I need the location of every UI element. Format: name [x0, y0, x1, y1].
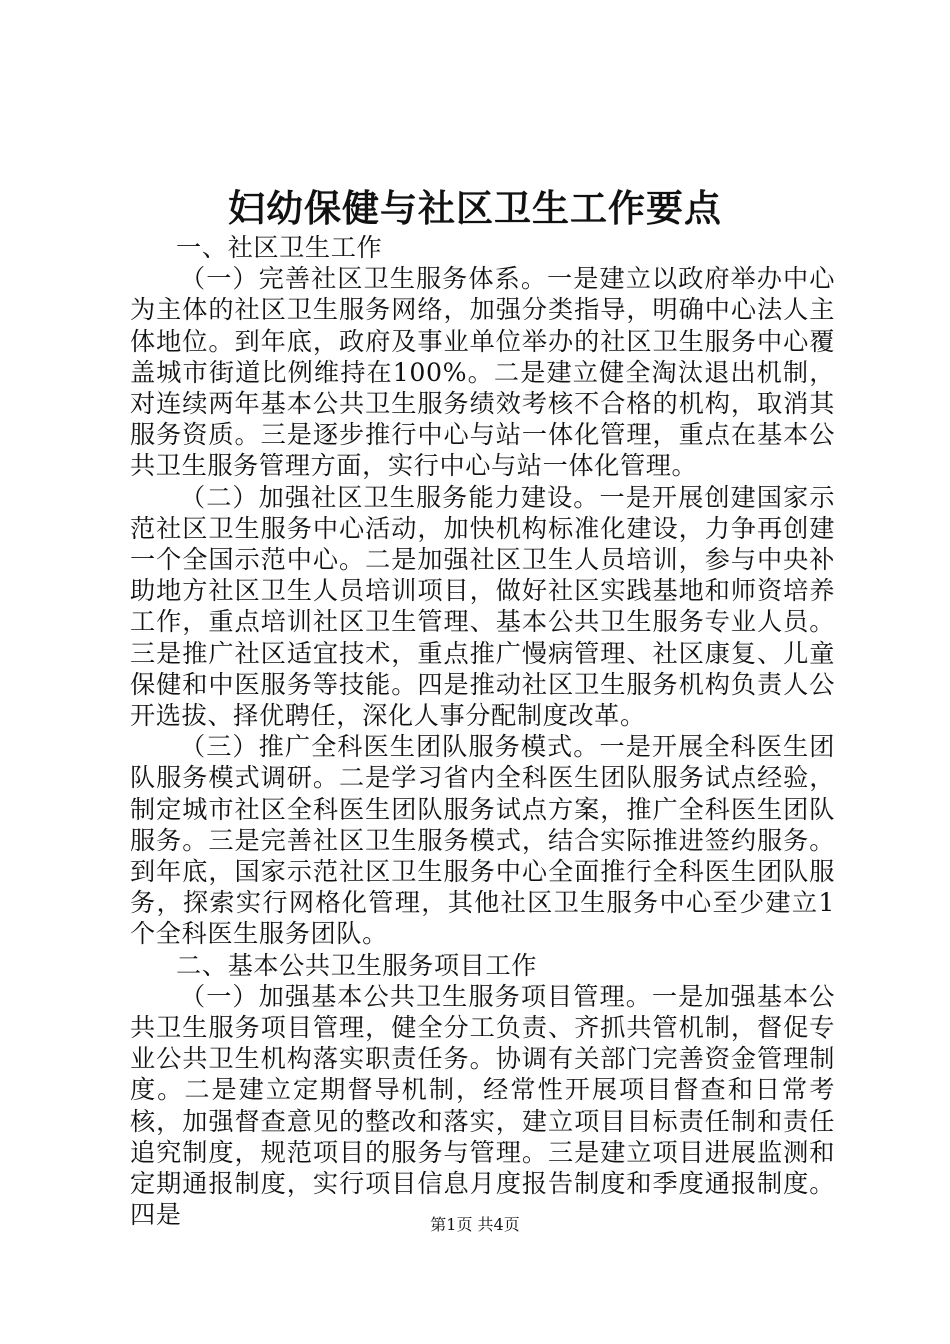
- paragraph-service-system: （一）完善社区卫生服务体系。一是建立以政府举办中心为主体的社区卫生服务网络，加强分类指导，明确中心法人主体地位。到年底，政府及事业单位举办的社区卫生服务中心覆盖城市街道比例维持在100%。二是建立健全淘汰退出机制，对连续两年基本公共卫生服务绩效考核不合格的机构，取消其服务资质。三是逐步推行中心与站一体化管理，重点在基本公共卫生服务管理方面，实行中心与站一体化管理。: [130, 264, 835, 481]
- document-title: 妇幼保健与社区卫生工作要点: [228, 186, 722, 230]
- paragraph-capacity-building: （二）加强社区卫生服务能力建设。一是开展创建国家示范社区卫生服务中心活动，加快机构标准化建设，力争再创建一个全国示范中心。二是加强社区卫生人员培训，参与中央补助地方社区卫生人员培训项目，做好社区实践基地和师资培养工作，重点培训社区卫生管理、基本公共卫生服务专业人员。三是推广社区适宜技术，重点推广慢病管理、社区康复、儿童保健和中医服务等技能。四是推动社区卫生服务机构负责人公开选拔、择优聘任，深化人事分配制度改革。: [130, 482, 835, 731]
- section-heading-community-health: 一、社区卫生工作: [176, 233, 383, 262]
- paragraph-gp-team-model: （三）推广全科医生团队服务模式。一是开展全科医生团队服务模式调研。二是学习省内全科医生团队服务试点经验，制定城市社区全科医生团队服务试点方案，推广全科医生团队服务。三是完善社区卫生服务模式，结合实际推进签约服务。到年底，国家示范社区卫生服务中心全面推行全科医生团队服务，探索实行网格化管理，其他社区卫生服务中心至少建立1个全科医生服务团队。: [130, 732, 835, 949]
- section-heading-public-health-projects: 二、基本公共卫生服务项目工作: [176, 950, 538, 980]
- paragraph-project-management: （一）加强基本公共卫生服务项目管理。一是加强基本公共卫生服务项目管理，健全分工负责、齐抓共管机制，督促专业公共卫生机构落实职责任务。协调有关部门完善资金管理制度。二是建立定期督导机制，经常性开展项目督查和日常考核，加强督查意见的整改和落实，建立项目目标责任制和责任追究制度，规范项目的服务与管理。三是建立项目进展监测和定期通报制度，实行项目信息月度报告制度和季度通报制度。四是: [130, 981, 835, 1230]
- document-body: [130, 232, 835, 1231]
- page-footer: 第1页 共4页: [430, 1215, 520, 1234]
